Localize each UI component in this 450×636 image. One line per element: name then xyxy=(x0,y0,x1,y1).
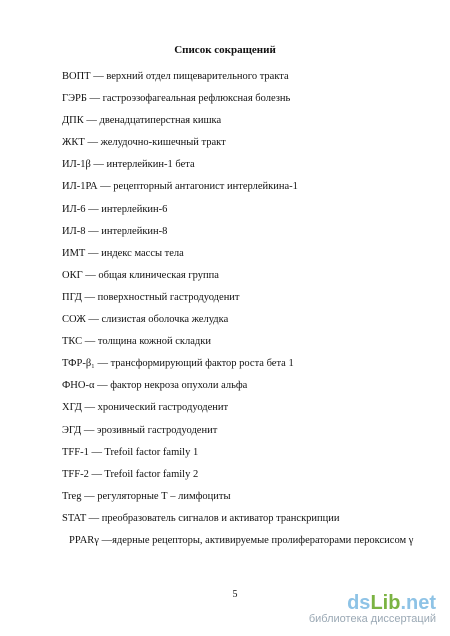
abbreviation-item-tff-2: TFF-2 — Trefoil factor family 2 xyxy=(62,468,199,480)
abbreviation-item-pgd: ПГД — поверхностный гастродуоденит xyxy=(62,291,240,303)
abbreviation-item-vopt: ВОПТ — верхний отдел пищеварительного тракта xyxy=(62,71,289,82)
abbreviation-item-sozh: СОЖ — слизистая оболочка желудка xyxy=(62,314,229,326)
page-number: 5 xyxy=(232,589,238,600)
abbreviation-item-dpk: ДПК — двенадцатиперстная кишка xyxy=(62,115,222,127)
abbreviation-item-fno-a: ФНО-α — фактор некроза опухоли альфа xyxy=(62,380,248,392)
abbreviation-item-il-1b: ИЛ-1β — интерлейкин-1 бета xyxy=(62,159,195,171)
abbreviation-item-treg: Treg — регуляторные Т – лимфоциты xyxy=(62,490,231,502)
abbreviation-item-il-8: ИЛ-8 — интерлейкин-8 xyxy=(62,225,168,237)
abbreviation-item-okg: ОКГ — общая клиническая группа xyxy=(62,269,219,281)
abbreviation-item-zhkt: ЖКТ — желудочно-кишечный тракт xyxy=(62,137,226,149)
dslib-subtitle: библиотека диссертаций xyxy=(308,613,436,625)
abbreviation-item-egd: ЭГД — эрозивный гастродуоденит xyxy=(62,424,218,436)
page-title: Список сокращений xyxy=(174,44,276,56)
dslib-watermark[interactable] xyxy=(309,593,436,626)
abbreviation-item-il-6: ИЛ-6 — интерлейкин-6 xyxy=(62,203,168,215)
abbreviation-item-tfr-b1: ТФР-β₁ — трансформирующий фактор роста бета 1 xyxy=(62,358,294,370)
abbreviation-item-hgd: ХГД — хронический гастродуоденит xyxy=(62,402,229,414)
dslib-logo: dsLib.net xyxy=(347,592,436,614)
abbreviation-item-ppar-gamma: PPARγ —ядерные рецепторы, активируемые пролифераторами пероксисом γ xyxy=(69,534,414,546)
abbreviation-list xyxy=(62,70,442,556)
abbreviation-item-il-1ra: ИЛ-1РА — рецепторный антагонист интерлейкина-1 xyxy=(62,181,298,193)
abbreviation-item-stat: STAT — преобразователь сигналов и активатор транскрипции xyxy=(62,512,340,524)
abbreviation-item-gerb: ГЭРБ — гастроэзофагеальная рефлюксная болезнь xyxy=(62,93,291,105)
abbreviation-item-tks: ТКС — толщина кожной складки xyxy=(62,336,211,348)
abbreviation-item-tff-1: TFF-1 — Trefoil factor family 1 xyxy=(62,446,199,458)
abbreviation-item-imt: ИМТ — индекс массы тела xyxy=(62,247,184,259)
